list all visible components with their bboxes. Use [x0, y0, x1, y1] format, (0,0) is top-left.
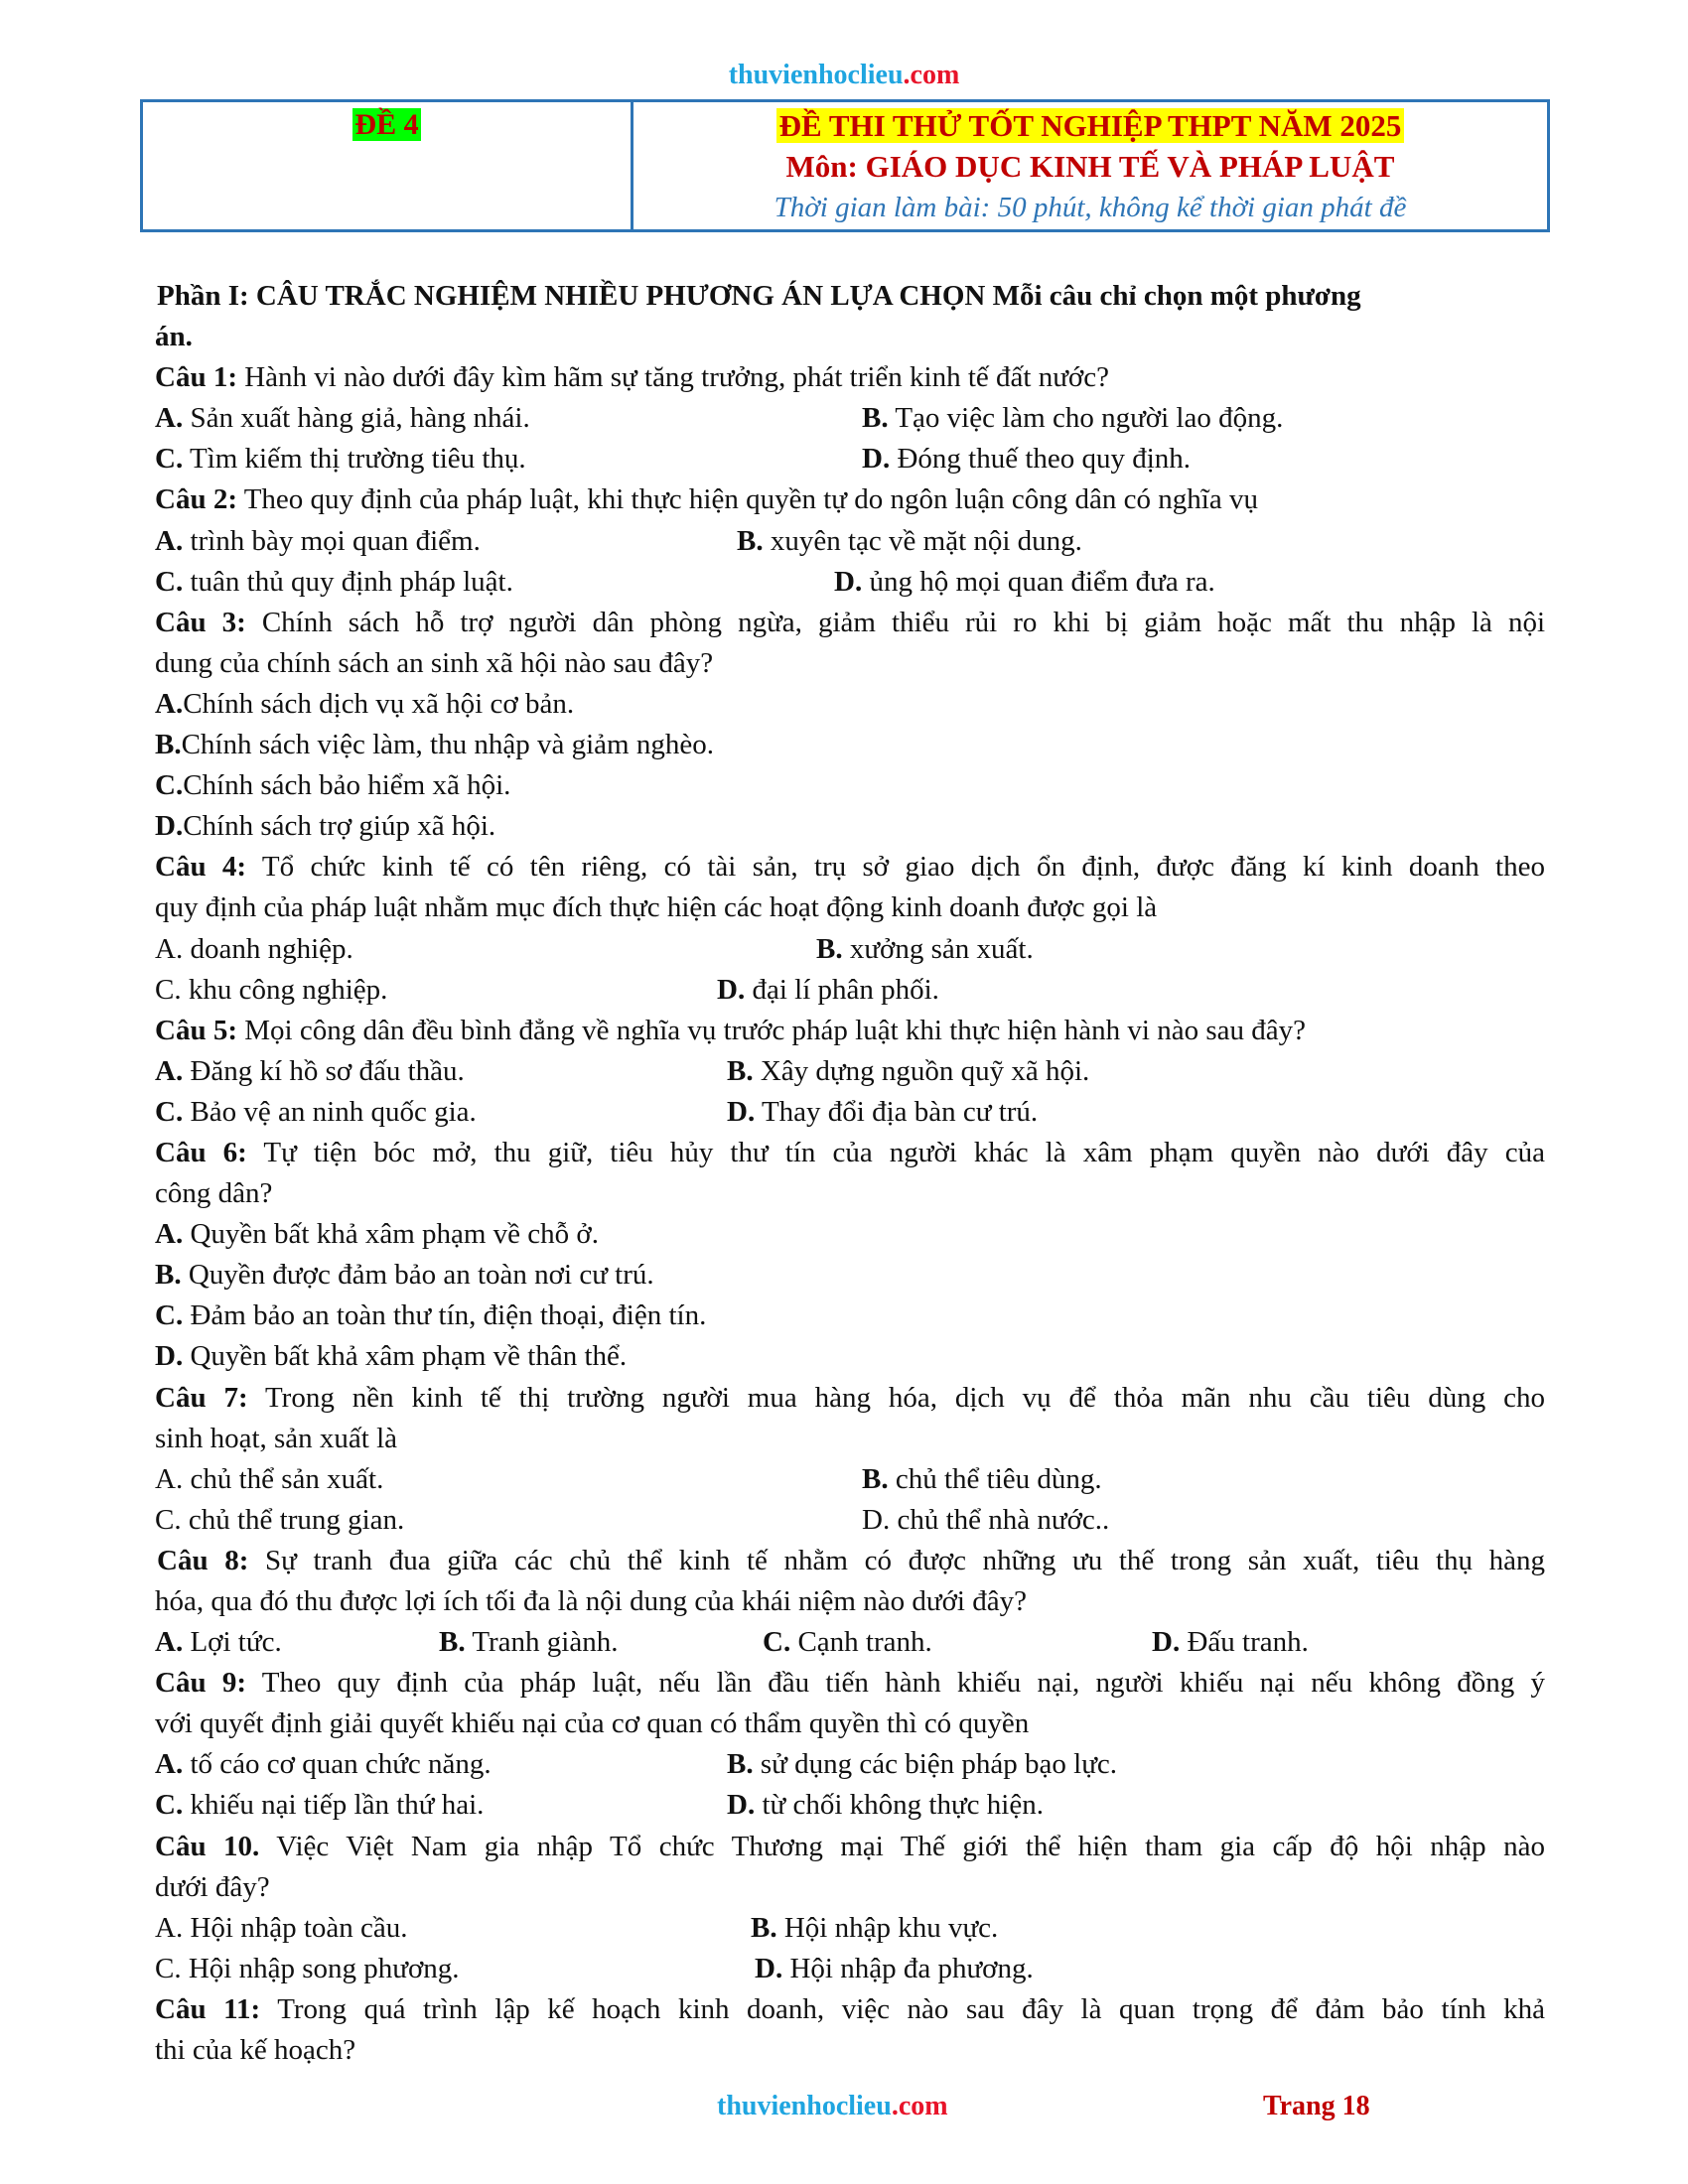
- exam-header: [140, 99, 1550, 232]
- option-b: B.Chính sách việc làm, thu nhập và giảm nghèo.: [155, 729, 714, 761]
- question-text-cont: thi của kế hoạch?: [155, 2034, 356, 2067]
- option-d: D. Đấu tranh.: [1152, 1626, 1309, 1659]
- option-b: B. Hội nhập khu vực.: [751, 1911, 999, 1944]
- option-b: B. chủ thể tiêu dùng.: [862, 1462, 1102, 1495]
- option-c: C. Bảo vệ an ninh quốc gia.: [155, 1095, 477, 1128]
- options-row: [155, 562, 1545, 603]
- question-number: Câu 2:: [155, 483, 237, 516]
- option-a: A.Chính sách dịch vụ xã hội cơ bản.: [155, 687, 575, 720]
- question-text: Theo quy định của pháp luật, nếu lần đầu tiến hành khiếu nại, người khiếu nại nếu không đồng ý: [261, 1667, 1545, 1700]
- question-text: Mọi công dân đều bình đẳng về nghĩa vụ trước pháp luật khi thực hiện hành vi nào sau đây?: [244, 1014, 1307, 1046]
- question-text: Chính sách hỗ trợ người dân phòng ngừa, giảm thiểu rủi ro khi bị giảm hoặc mất thu nhập là nội: [261, 606, 1545, 638]
- question-number: Câu 1:: [155, 361, 237, 394]
- option-b: B. Quyền được đảm bảo an toàn nơi cư trú.: [155, 1259, 654, 1292]
- options-row: [155, 1785, 1545, 1826]
- option-a: A. doanh nghiệp.: [155, 932, 353, 965]
- options-row: [155, 1949, 1545, 1989]
- question-number: Câu 6:: [155, 1136, 247, 1168]
- option-c: C. Hội nhập song phương.: [155, 1952, 460, 1984]
- site-header: [0, 60, 1688, 91]
- option-d: D. Thay đổi địa bàn cư trú.: [727, 1095, 1039, 1128]
- question-3: [155, 603, 1545, 643]
- option-d: D. từ chối không thực hiện.: [727, 1789, 1044, 1822]
- option-a: A. chủ thể sản xuất.: [155, 1462, 384, 1495]
- question-5: [155, 1011, 1545, 1051]
- question-text: Trong quá trình lập kế hoạch kinh doanh, việc nào sau đây là quan trọng để đảm bảo tính khả: [277, 1992, 1545, 2025]
- option-c: C. Cạnh tranh.: [763, 1626, 932, 1659]
- site-domain: .com: [903, 60, 960, 90]
- options-row: [155, 1459, 1545, 1500]
- question-8: [155, 1541, 1545, 1581]
- options-row: [155, 1051, 1545, 1092]
- question-text: Trong nền kinh tế thị trường người mua hàng hóa, dịch vụ để thỏa mãn nhu cầu tiêu dùng cho: [264, 1381, 1545, 1414]
- options-row: [155, 1908, 1545, 1949]
- options-row: [155, 1622, 1545, 1663]
- question-text: Theo quy định của pháp luật, khi thực hiện quyền tự do ngôn luận công dân có nghĩa vụ: [243, 483, 1258, 516]
- option-c: C. Tìm kiếm thị trường tiêu thụ.: [155, 443, 526, 476]
- question-number: Câu 3:: [155, 606, 246, 638]
- option-b: B. Xây dựng nguồn quỹ xã hội.: [727, 1054, 1090, 1087]
- option-c: C. Đảm bảo an toàn thư tín, điện thoại, điện tín.: [155, 1299, 707, 1332]
- question-number: Câu 8:: [157, 1544, 249, 1576]
- option-b: B. sử dụng các biện pháp bạo lực.: [727, 1748, 1118, 1781]
- site-name: thuvienhoclieu: [717, 2091, 892, 2121]
- question-text: Tổ chức kinh tế có tên riêng, có tài sản, trụ sở giao dịch ổn định, được đăng kí kinh doanh theo: [261, 851, 1545, 884]
- option-d: D. đại lí phân phối.: [717, 973, 939, 1006]
- question-text: Tự tiện bóc mở, thu giữ, tiêu hủy thư tín của người khác là xâm phạm quyền nào dưới đây của: [263, 1136, 1545, 1168]
- question-text: Sự tranh đua giữa các chủ thể kinh tế nhằm có được những ưu thế trong sản xuất, tiêu thụ hàng: [265, 1544, 1545, 1576]
- option-a: A. Sản xuất hàng giả, hàng nhái.: [155, 402, 530, 435]
- exam-time: Thời gian làm bài: 50 phút, không kể thời gian phát đề: [774, 192, 1407, 223]
- option-c: C. chủ thể trung gian.: [155, 1503, 405, 1536]
- question-number: Câu 7:: [155, 1381, 248, 1414]
- question-number: Câu 11:: [155, 1992, 261, 2025]
- question-4: [155, 847, 1545, 887]
- page-number: Trang 18: [1263, 2091, 1370, 2121]
- question-text-cont: sinh hoạt, sản xuất là: [155, 1422, 398, 1454]
- options-row: [155, 1744, 1545, 1785]
- exam-info-cell: [633, 102, 1547, 229]
- question-text-cont: công dân?: [155, 1177, 273, 1210]
- question-text: Việc Việt Nam gia nhập Tổ chức Thương mại Thế giới thể hiện tham gia cấp độ hội nhập nào: [276, 1830, 1545, 1862]
- option-d: D. Hội nhập đa phương.: [755, 1952, 1034, 1984]
- site-footer: [717, 2091, 948, 2122]
- option-c: C. khu công nghiệp.: [155, 973, 388, 1006]
- option-b: B. Tạo việc làm cho người lao động.: [862, 402, 1284, 435]
- option-c: C.Chính sách bảo hiểm xã hội.: [155, 769, 511, 802]
- question-text-cont: hóa, qua đó thu được lợi ích tối đa là nội dung của khái niệm nào dưới đây?: [155, 1585, 1027, 1617]
- options-row: [155, 970, 1545, 1011]
- question-text-cont: dung của chính sách an sinh xã hội nào sau đây?: [155, 646, 714, 679]
- exam-content: [155, 276, 1545, 2071]
- question-number: Câu 9:: [155, 1667, 247, 1700]
- option-a: A. tố cáo cơ quan chức năng.: [155, 1748, 492, 1781]
- option-b: B. Tranh giành.: [439, 1626, 619, 1659]
- option-a: A. Quyền bất khả xâm phạm về chỗ ở.: [155, 1218, 600, 1251]
- question-9: [155, 1663, 1545, 1704]
- option-d: D. Quyền bất khả xâm phạm về thân thể.: [155, 1340, 628, 1373]
- options-row: [155, 929, 1545, 970]
- option-d: D. ủng hộ mọi quan điểm đưa ra.: [834, 565, 1215, 598]
- section-title-cont: án.: [155, 321, 193, 353]
- question-11: [155, 1989, 1545, 2030]
- options-row: [155, 1500, 1545, 1541]
- question-number: Câu 5:: [155, 1014, 237, 1046]
- question-1: [155, 357, 1545, 398]
- site-name: thuvienhoclieu: [728, 60, 904, 90]
- question-number: Câu 4:: [155, 851, 247, 884]
- question-text: Hành vi nào dưới đây kìm hãm sự tăng trưởng, phát triển kinh tế đất nước?: [244, 361, 1109, 394]
- options-row: [155, 1092, 1545, 1133]
- option-a: A. Lợi tức.: [155, 1626, 282, 1659]
- exam-subject: Môn: GIÁO DỤC KINH TẾ VÀ PHÁP LUẬT: [785, 149, 1395, 184]
- option-a: A. Đăng kí hồ sơ đấu thầu.: [155, 1054, 465, 1087]
- option-d: D. Đóng thuế theo quy định.: [862, 443, 1192, 476]
- option-b: B. xưởng sản xuất.: [816, 932, 1034, 965]
- question-text-cont: với quyết định giải quyết khiếu nại của cơ quan có thẩm quyền thì có quyền: [155, 1707, 1030, 1740]
- question-number: Câu 10.: [155, 1830, 260, 1862]
- option-a: A. trình bày mọi quan điểm.: [155, 524, 481, 557]
- option-a: A. Hội nhập toàn cầu.: [155, 1911, 408, 1944]
- site-domain: .com: [891, 2091, 948, 2121]
- option-b: B. xuyên tạc về mặt nội dung.: [737, 524, 1082, 557]
- exam-code: ĐỀ 4: [354, 108, 419, 141]
- question-7: [155, 1378, 1545, 1419]
- options-row: [155, 439, 1545, 479]
- question-text-cont: quy định của pháp luật nhằm mục đích thực hiện các hoạt động kinh doanh được gọi là: [155, 891, 1158, 924]
- exam-code-cell: [143, 102, 633, 229]
- question-2: [155, 479, 1545, 520]
- option-d: D. chủ thể nhà nước..: [862, 1503, 1110, 1536]
- options-row: [155, 398, 1545, 439]
- option-c: C. tuân thủ quy định pháp luật.: [155, 565, 513, 598]
- exam-title: ĐỀ THI THỬ TỐT NGHIỆP THPT NĂM 2025: [776, 108, 1405, 143]
- question-text-cont: dưới đây?: [155, 1870, 270, 1903]
- question-10: [155, 1827, 1545, 1867]
- option-d: D.Chính sách trợ giúp xã hội.: [155, 810, 496, 843]
- section-title: Phần I: CÂU TRẮC NGHIỆM NHIỀU PHƯƠNG ÁN LỰA CHỌN Mỗi câu chỉ chọn một phương: [157, 280, 1361, 312]
- question-6: [155, 1133, 1545, 1173]
- options-row: [155, 521, 1545, 562]
- option-c: C. khiếu nại tiếp lần thứ hai.: [155, 1789, 485, 1822]
